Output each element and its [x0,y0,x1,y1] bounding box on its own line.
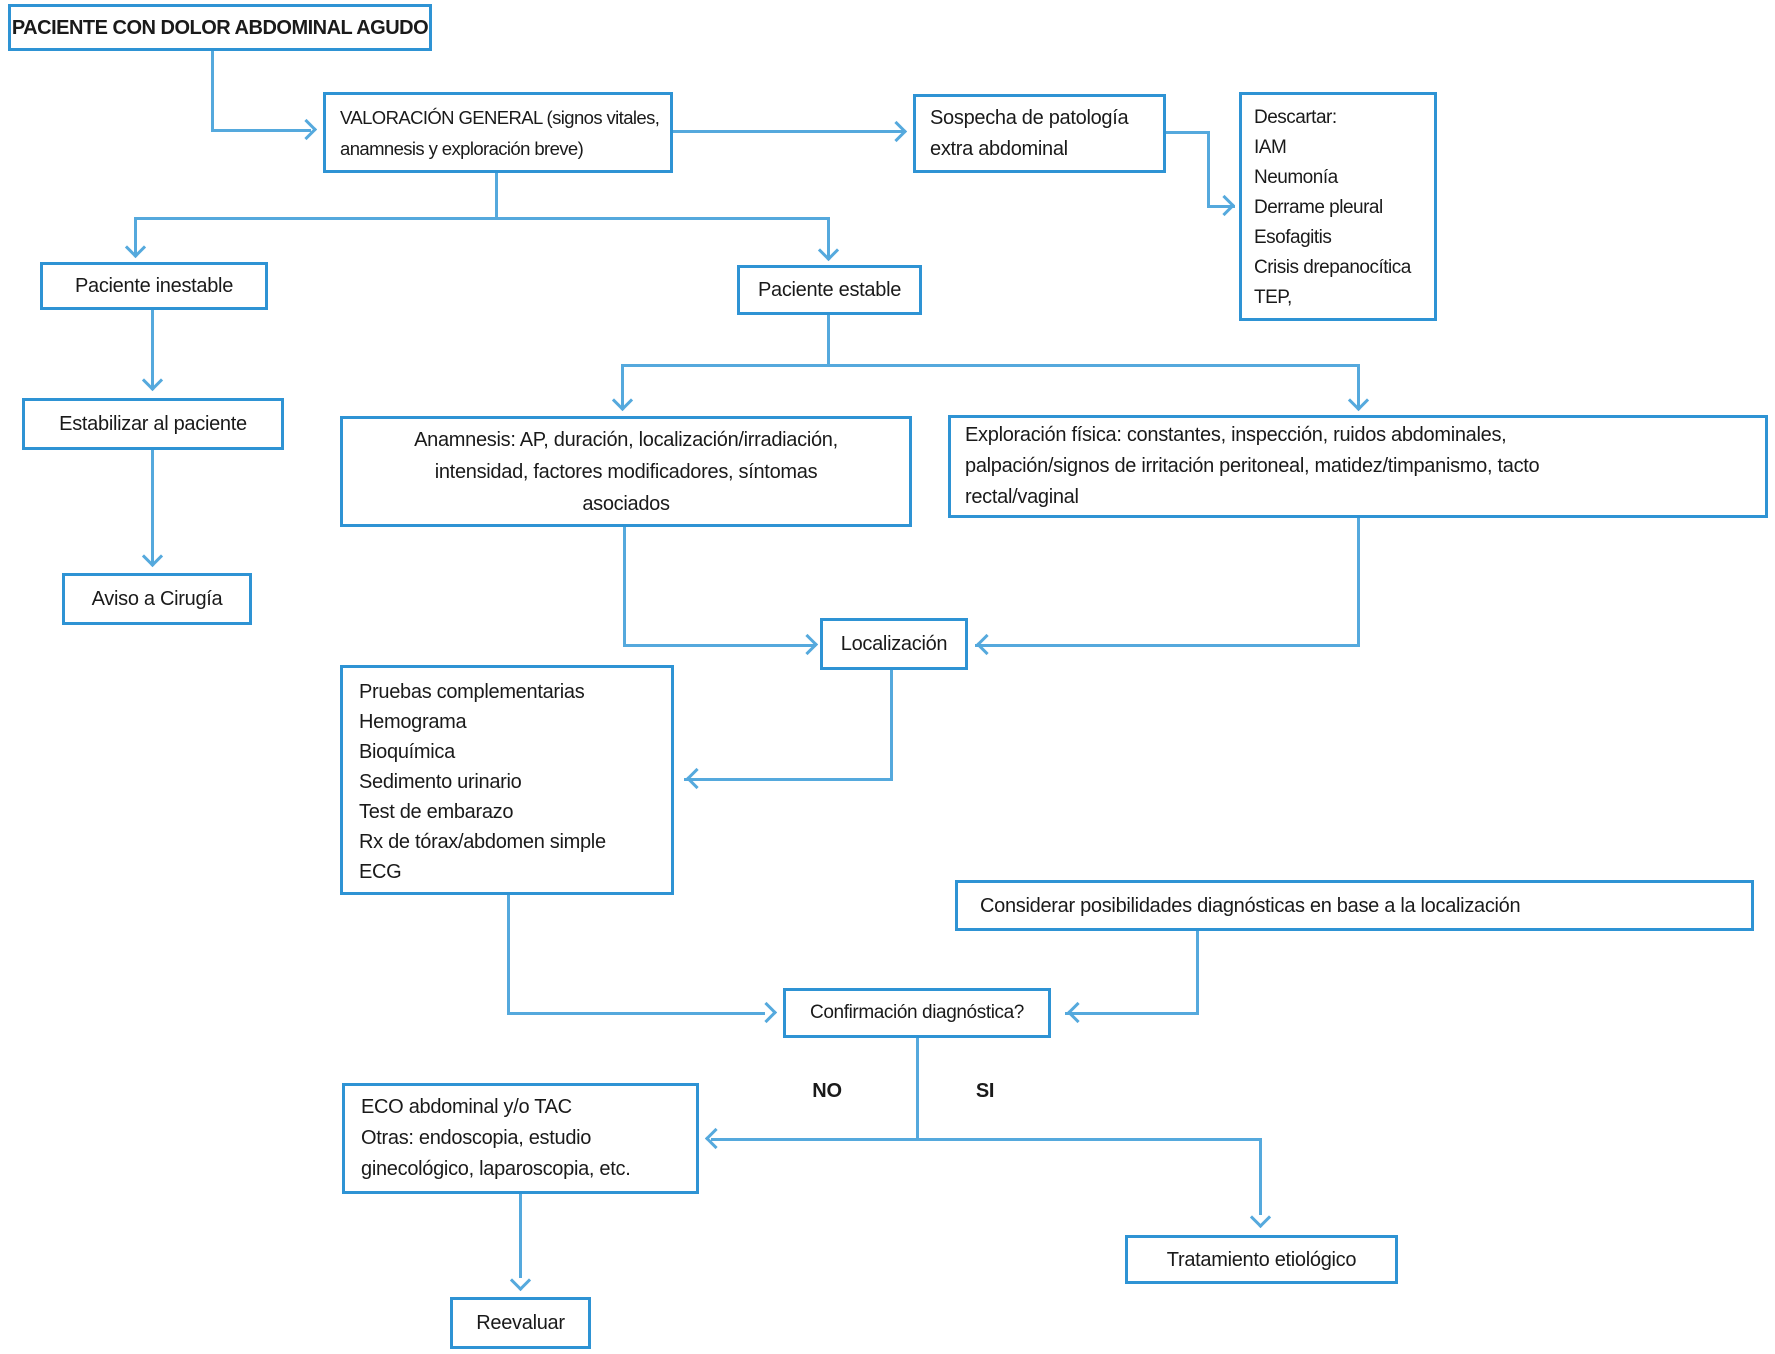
node-aviso-cirugia: Aviso a Cirugía [62,573,252,625]
edge-label-no: NO [812,1080,842,1102]
node-exploracion-fisica [948,415,1768,518]
connector-segment [1196,931,1199,1014]
connector-segment [507,1012,765,1015]
connector-segment [519,1194,522,1278]
list-item: ECG [359,861,402,883]
node-text-line: Exploración física: constantes, inspección, ruidos abdominales, [965,424,1507,446]
connector-segment [621,364,1360,367]
node-pruebas-complementarias [340,665,674,895]
list-item: Test de embarazo [359,801,514,823]
node-text-line: Anamnesis: AP, duración, localización/irradiación, [414,428,838,451]
node-descartar-lista [1239,92,1437,321]
edge-label-si: SI [975,1080,995,1102]
arrowhead-down-icon [142,370,163,391]
connector-segment [623,527,626,646]
arrowhead-down-icon [510,1270,531,1291]
list-item: IAM [1254,137,1287,158]
connector-segment [890,670,893,780]
node-considerar-posibilidades: Considerar posibilidades diagnósticas en base a la localización [955,880,1754,931]
connector-segment [1357,518,1360,646]
node-text-line: ginecológico, laparoscopia, etc. [361,1158,631,1180]
connector-segment [975,644,1360,647]
connector-segment [623,644,816,647]
connector-segment [1207,131,1210,208]
list-item: TEP, [1254,287,1292,308]
arrowhead-right-icon [296,119,317,140]
connector-segment [916,1038,919,1140]
list-item: Hemograma [359,711,467,733]
connector-segment [673,130,905,133]
arrowhead-down-icon [1348,390,1369,411]
connector-segment [684,778,893,781]
node-confirmacion-diagnostica: Confirmación diagnóstica? [783,988,1051,1038]
node-text-line: Sospecha de patología [930,106,1129,129]
connector-segment [1166,131,1210,134]
node-text-line: rectal/vaginal [965,486,1079,508]
connector-segment [711,1138,919,1141]
arrowhead-down-icon [818,240,839,261]
arrowhead-down-icon [1250,1207,1271,1228]
connector-segment [827,315,830,367]
connector-segment [134,217,830,220]
list-item: Esofagitis [1254,227,1332,248]
node-paciente-dolor-abdominal-agudo: PACIENTE CON DOLOR ABDOMINAL AGUDO [8,4,432,51]
connector-segment [495,173,498,220]
list-item: Bioquímica [359,741,455,763]
connector-segment [211,51,214,131]
node-sospecha-patologia-extraabdominal [913,94,1166,173]
node-estabilizar-paciente: Estabilizar al paciente [22,398,284,450]
connector-segment [507,895,510,1014]
list-item: Sedimento urinario [359,771,522,793]
node-text-line: Otras: endoscopia, estudio [361,1127,592,1149]
connector-segment [916,1138,1262,1141]
arrowhead-left-icon [976,634,997,655]
node-text-line: asociados [582,492,670,515]
list-item: Pruebas complementarias [359,681,585,703]
node-localizacion: Localización [820,618,968,670]
arrowhead-right-icon [1214,195,1235,216]
node-paciente-inestable: Paciente inestable [40,262,268,310]
node-text-line: palpación/signos de irritación peritoneal, matidez/timpanismo, tacto [965,455,1540,477]
list-item: Rx de tórax/abdomen simple [359,831,606,853]
arrowhead-right-icon [756,1002,777,1023]
node-anamnesis [340,416,912,527]
node-reevaluar: Reevaluar [450,1297,591,1349]
arrowhead-down-icon [612,390,633,411]
arrowhead-down-icon [142,546,163,567]
node-paciente-estable: Paciente estable [737,265,922,315]
list-item: Crisis drepanocítica [1254,257,1411,278]
arrowhead-right-icon [797,634,818,655]
arrowhead-down-icon [125,237,146,258]
arrowhead-right-icon [886,121,907,142]
node-text-line: extra abdominal [930,137,1068,160]
arrowhead-left-icon [705,1128,726,1149]
node-text-line: intensidad, factores modificadores, síntomas [434,460,818,483]
node-eco-abdominal [342,1083,699,1194]
node-text-line: anamnesis y exploración breve) [340,137,584,159]
node-valoracion-general [323,92,673,173]
connector-segment [1259,1138,1262,1215]
arrowhead-left-icon [686,768,707,789]
node-text-line: ECO abdominal y/o TAC [361,1096,572,1118]
arrowhead-left-icon [1067,1002,1088,1023]
node-text-line: VALORACIÓN GENERAL (signos vitales, [340,106,660,128]
list-item: Descartar: [1254,107,1337,128]
node-tratamiento-etiologico: Tratamiento etiológico [1125,1235,1398,1284]
list-item: Neumonía [1254,167,1338,188]
list-item: Derrame pleural [1254,197,1383,218]
